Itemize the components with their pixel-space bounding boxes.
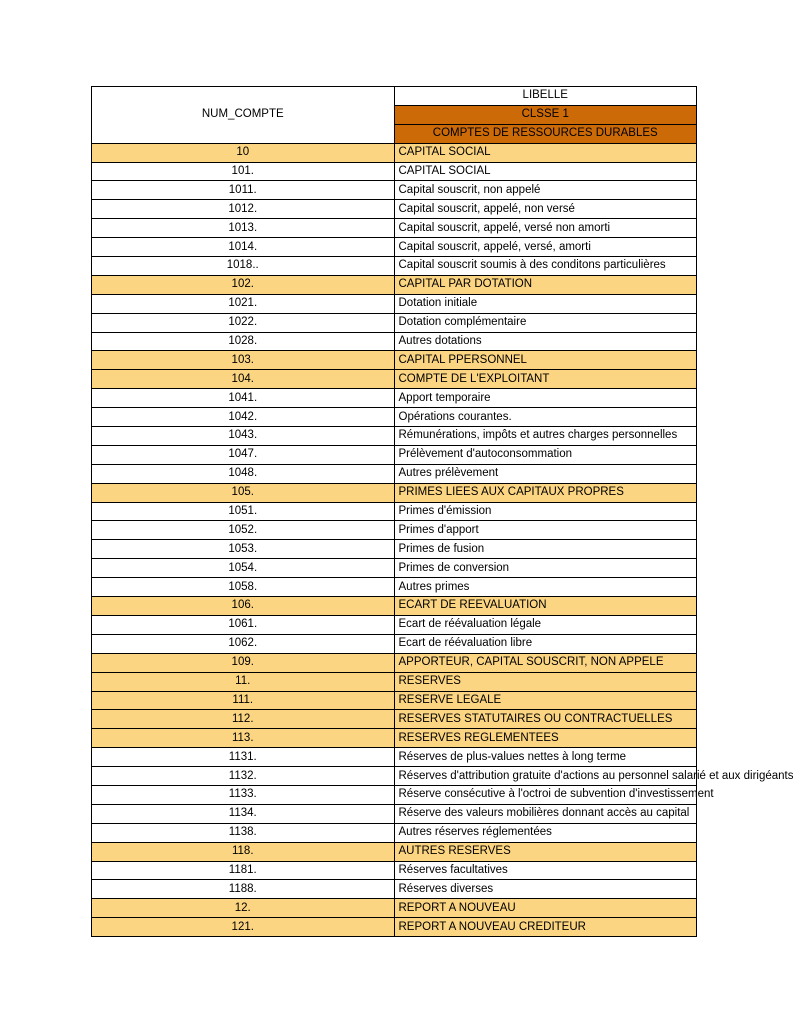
account-label-cell: Réserves d'attribution gratuite d'actions au personnel salarié et aux dirigéants [394,767,697,786]
account-number-cell: 1133. [92,785,395,804]
table-row [92,634,697,653]
account-label-cell: Opérations courantes. [394,408,697,427]
table-row [92,200,697,219]
account-number-cell: 1022. [92,313,395,332]
account-number-cell: 1061. [92,615,395,634]
account-number-cell: 10 [92,143,395,162]
header-row-libelle [92,87,697,106]
account-number-cell: 104. [92,370,395,389]
account-label-cell: Primes d'émission [394,502,697,521]
table-row [92,880,697,899]
table-row [92,521,697,540]
account-label-cell: Capital souscrit, appelé, versé, amorti [394,238,697,257]
account-label-cell: REPORT A NOUVEAU CREDITEUR [394,918,697,937]
table-row [92,219,697,238]
group-row [92,729,697,748]
account-number-cell: 103. [92,351,395,370]
account-label-cell: Réserve consécutive à l'octroi de subvention d'investissement [394,785,697,804]
group-row [92,691,697,710]
account-number-cell: 1047. [92,445,395,464]
group-row [92,842,697,861]
account-number-cell: 121. [92,918,395,937]
table-row [92,540,697,559]
account-number-cell: 1012. [92,200,395,219]
group-row [92,143,697,162]
account-number-cell: 1028. [92,332,395,351]
account-number-cell: 1134. [92,804,395,823]
account-number-cell: 1131. [92,748,395,767]
account-number-cell: 1188. [92,880,395,899]
account-number-cell: 1021. [92,294,395,313]
group-row [92,653,697,672]
account-label-cell: Ecart de réévaluation légale [394,615,697,634]
account-label-cell: Primes de fusion [394,540,697,559]
account-number-cell: 1041. [92,389,395,408]
account-label-cell: Capital souscrit, appelé, non versé [394,200,697,219]
table-row [92,408,697,427]
accounts-table-body [92,87,793,937]
account-label-cell: Autres réserves réglementées [394,823,697,842]
account-number-cell: 1181. [92,861,395,880]
group-row [92,672,697,691]
account-number-cell: 1014. [92,238,395,257]
account-number-cell: 113. [92,729,395,748]
account-label-cell: PRIMES LIEES AUX CAPITAUX PROPRES [394,483,697,502]
table-row [92,804,697,823]
account-number-cell: 102. [92,275,395,294]
table-row [92,502,697,521]
account-label-cell: COMPTE DE L'EXPLOITANT [394,370,697,389]
account-number-cell: 118. [92,842,395,861]
table-row [92,181,697,200]
table-row [92,257,697,276]
account-label-cell: Ecart de réévaluation libre [394,634,697,653]
account-label-cell: AUTRES RESERVES [394,842,697,861]
account-number-cell: 1132. [92,767,395,786]
account-label-cell: Rémunérations, impôts et autres charges personnelles [394,427,697,446]
group-row [92,899,697,918]
group-row [92,275,697,294]
account-number-cell: 112. [92,710,395,729]
table-row [92,332,697,351]
account-label-cell: Dotation complémentaire [394,313,697,332]
group-row [92,351,697,370]
account-number-cell: 111. [92,691,395,710]
account-number-cell: 12. [92,899,395,918]
group-row [92,483,697,502]
account-label-cell: Autres primes [394,578,697,597]
libelle-header: LIBELLE [394,87,697,106]
group-row [92,370,697,389]
table-row [92,767,697,786]
account-number-cell: 101. [92,162,395,181]
table-row [92,578,697,597]
account-label-cell: Primes de conversion [394,559,697,578]
account-label-cell: RESERVES REGLEMENTEES [394,729,697,748]
table-row [92,748,697,767]
table-row [92,464,697,483]
table-row [92,389,697,408]
account-number-cell: 1048. [92,464,395,483]
accounts-table [91,86,793,937]
table-row [92,615,697,634]
account-label-cell: Autres prélèvement [394,464,697,483]
table-row [92,445,697,464]
group-row [92,710,697,729]
account-label-cell: RESERVES [394,672,697,691]
account-label-cell: RESERVE LEGALE [394,691,697,710]
account-label-cell: Dotation initiale [394,294,697,313]
account-number-cell: 1138. [92,823,395,842]
account-number-cell: 1013. [92,219,395,238]
account-number-cell: 1043. [92,427,395,446]
account-label-cell: Apport temporaire [394,389,697,408]
table-row [92,861,697,880]
table-row [92,823,697,842]
table-row [92,294,697,313]
account-number-cell: 1042. [92,408,395,427]
account-label-cell: Autres dotations [394,332,697,351]
account-number-cell: 105. [92,483,395,502]
account-label-cell: Capital souscrit, non appelé [394,181,697,200]
table-row [92,785,697,804]
account-number-cell: 109. [92,653,395,672]
account-label-cell: APPORTEUR, CAPITAL SOUSCRIT, NON APPELE [394,653,697,672]
account-label-cell: CAPITAL PPERSONNEL [394,351,697,370]
account-number-cell: 106. [92,597,395,616]
account-label-cell: Réserves diverses [394,880,697,899]
account-label-cell: CAPITAL SOCIAL [394,162,697,181]
group-row [92,597,697,616]
account-label-cell: Réserve des valeurs mobilières donnant accès au capital [394,804,697,823]
account-number-cell: 1018.. [92,257,395,276]
account-label-cell: Capital souscrit soumis à des conditons particulières [394,257,697,276]
account-label-cell: Prélèvement d'autoconsommation [394,445,697,464]
account-label-cell: CAPITAL PAR DOTATION [394,275,697,294]
account-label-cell: REPORT A NOUVEAU [394,899,697,918]
section-header: COMPTES DE RESSOURCES DURABLES [394,124,697,143]
account-label-cell: ECART DE REEVALUATION [394,597,697,616]
table-row [92,559,697,578]
table-row [92,427,697,446]
account-number-cell: 1054. [92,559,395,578]
group-row [92,918,697,937]
account-label-cell: Primes d'apport [394,521,697,540]
account-number-cell: 1058. [92,578,395,597]
account-label-cell: Réserves de plus-values nettes à long terme [394,748,697,767]
table-row [92,162,697,181]
classe-header: CLSSE 1 [394,105,697,124]
account-number-cell: 1053. [92,540,395,559]
account-number-cell: 1052. [92,521,395,540]
account-number-cell: 1051. [92,502,395,521]
account-label-cell: CAPITAL SOCIAL [394,143,697,162]
account-number-cell: 11. [92,672,395,691]
account-number-cell: 1062. [92,634,395,653]
table-row [92,313,697,332]
account-number-cell: 1011. [92,181,395,200]
num-compte-header: NUM_COMPTE [92,87,395,144]
account-label-cell: Réserves facultatives [394,861,697,880]
table-row [92,238,697,257]
account-label-cell: RESERVES STATUTAIRES OU CONTRACTUELLES [394,710,697,729]
account-label-cell: Capital souscrit, appelé, versé non amorti [394,219,697,238]
